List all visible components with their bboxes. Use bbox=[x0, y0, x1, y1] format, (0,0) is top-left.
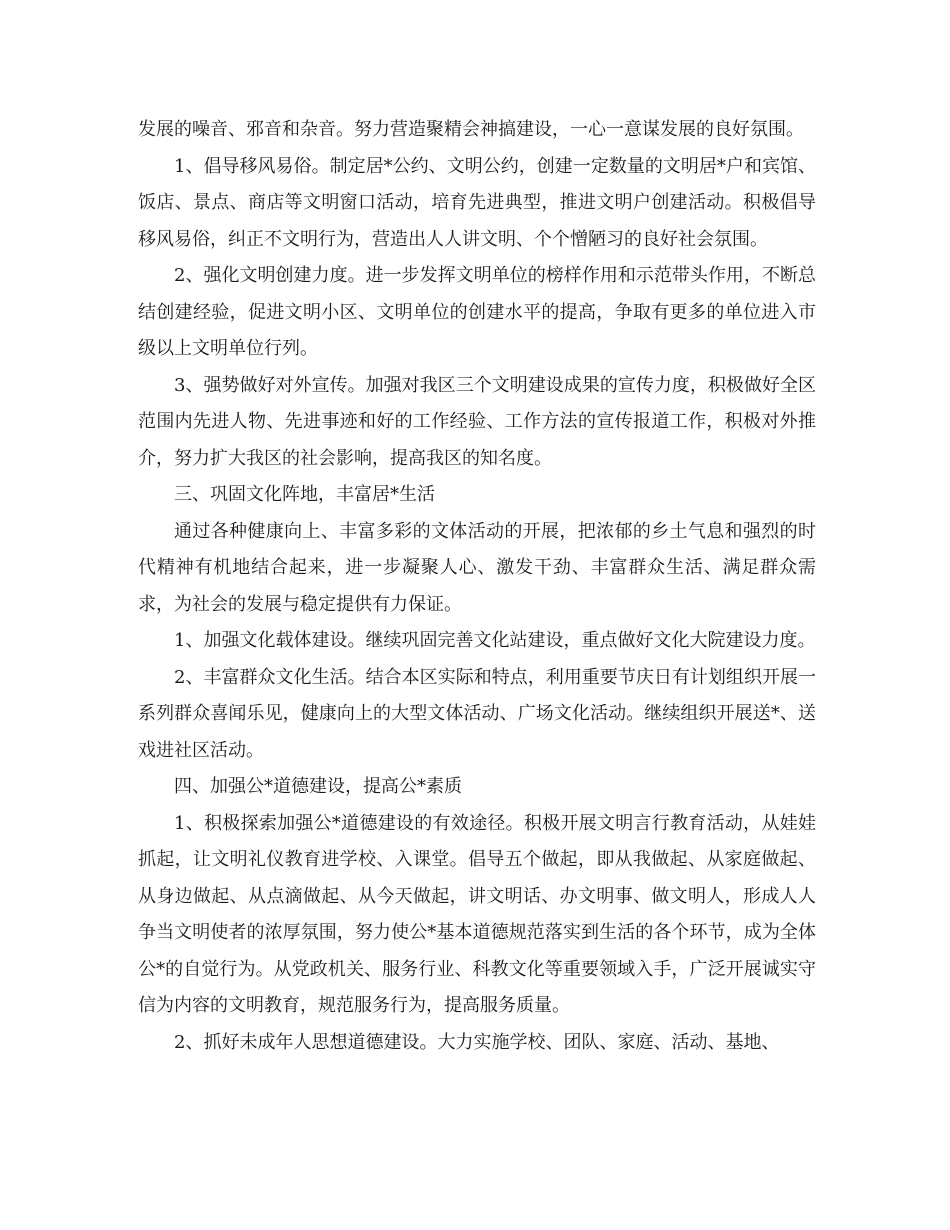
section-heading: 四、加强公*道德建设，提高公*素质 bbox=[174, 776, 462, 797]
paragraph: 1、积极探索加强公*道德建设的有效途径。积极开展文明言行教育活动，从娃娃抓起，让文明礼仪教育进学校、入课堂。倡导五个做起，即从我做起、从家庭做起、从身边做起、从点滴做起、从今天做起，讲文明话、办文明事、做文明人，形成人人争当文明使者的浓厚氛围，努力使公*基本道德规范落实到生活的各个环节，成为全体公*的自觉行为。从党政机关、服务行业、科教文化等重要领域入手，广泛开展诚实守信为内容的文明教育，规范服务行为，提高服务质量。 bbox=[138, 812, 816, 1016]
paragraph: 2、丰富群众文化生活。结合本区实际和特点，利用重要节庆日有计划组织开展一系列群众喜闻乐见，健康向上的大型文体活动、广场文化活动。继续组织开展送*、送戏进社区活动。 bbox=[138, 666, 816, 761]
paragraph: 2、强化文明创建力度。进一步发挥文明单位的榜样作用和示范带头作用，不断总结创建经验，促进文明小区、文明单位的创建水平的提高，争取有更多的单位进入市级以上文明单位行列。 bbox=[138, 265, 816, 359]
paragraph: 1、倡导移风易俗。制定居*公约、文明公约，创建一定数量的文明居*户和宾馆、饭店、景点、商店等文明窗口活动，培育先进典型，推进文明户创建活动。积极倡导移风易俗，纠正不文明行为，营造出人人讲文明、个个憎陋习的良好社会氛围。 bbox=[138, 155, 816, 250]
paragraph: 通过各种健康向上、丰富多彩的文体活动的开展，把浓郁的乡土气息和强烈的时代精神有机地结合起来，进一步凝聚人心、激发干劲、丰富群众生活、满足群众需求，为社会的发展与稳定提供有力保证。 bbox=[138, 520, 816, 615]
document-body bbox=[138, 112, 816, 1061]
paragraph: 1、加强文化载体建设。继续巩固完善文化站建设，重点做好文化大院建设力度。 bbox=[174, 630, 816, 651]
section-heading: 三、巩固文化阵地，丰富居*生活 bbox=[174, 484, 435, 505]
paragraph: 发展的噪音、邪音和杂音。努力营造聚精会神搞建设，一心一意谋发展的良好氛围。 bbox=[138, 119, 804, 140]
paragraph: 3、强势做好对外宣传。加强对我区三个文明建设成果的宣传力度，积极做好全区范围内先进人物、先进事迹和好的工作经验、工作方法的宣传报道工作，积极对外推介，努力扩大我区的社会影响，提高我区的知名度。 bbox=[138, 374, 816, 469]
paragraph: 2、抓好未成年人思想道德建设。大力实施学校、团队、家庭、活动、基地、 bbox=[174, 1031, 780, 1053]
